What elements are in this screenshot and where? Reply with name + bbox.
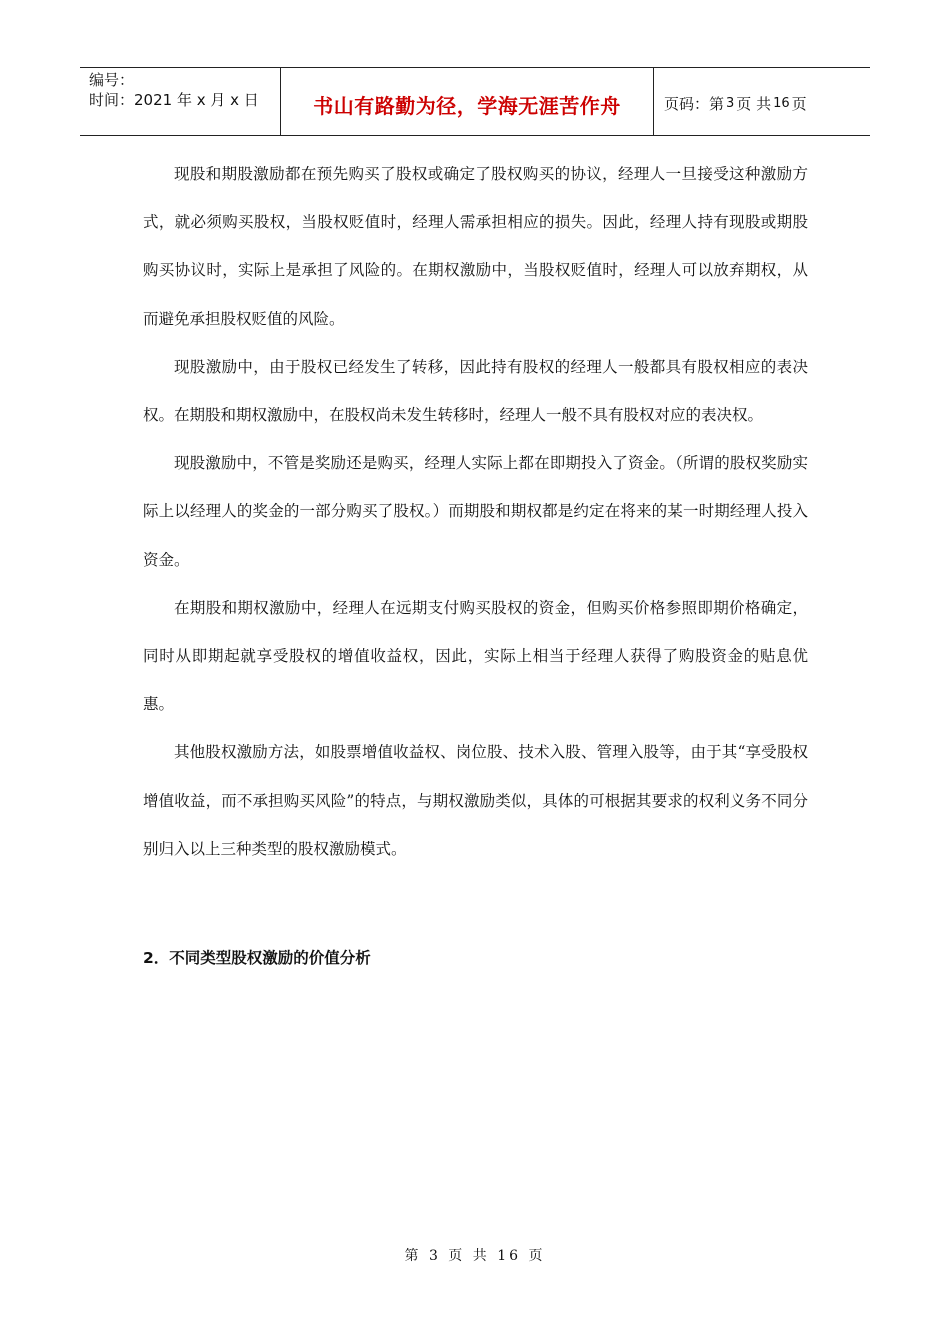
page-mid: 页 共 <box>736 95 772 113</box>
paragraph: 现股激励中，不管是奖励还是购买，经理人实际上都在即期投入了资金。（所谓的股权奖励实际上以经理人的奖金的一部分购买了股权。）而期股和期权都是约定在将来的某一时期经理人投入资金。 <box>143 454 808 569</box>
paragraph: 其他股权激励方法，如股票增值收益权、岗位股、技术入股、管理入股等，由于其“享受股权增值收益，而不承担购买风险”的特点，与期权激励类似，具体的可根据其要求的权利义务不同分别归入以上三种类型的股权激励模式。 <box>143 743 808 858</box>
document-body <box>143 150 808 873</box>
header-meta-cell <box>80 68 281 135</box>
header-page-cell <box>654 68 870 135</box>
header-motto-cell <box>281 68 654 135</box>
paragraph: 现股和期股激励都在预先购买了股权或确定了股权购买的协议，经理人一旦接受这种激励方式，就必须购买股权，当股权贬值时，经理人需承担相应的损失。因此，经理人持有现股或期股购买协议时，实际上是承担了风险的。在期权激励中，当股权贬值时，经理人可以放弃期权，从而避免承担股权贬值的风险。 <box>143 165 808 328</box>
section-heading: 2．不同类型股权激励的价值分析 <box>143 949 371 967</box>
page-total: 16 <box>773 96 790 111</box>
paragraph: 现股激励中，由于股权已经发生了转移，因此持有股权的经理人一般都具有股权相应的表决权。在期股和期权激励中，在股权尚未发生转移时，经理人一般不具有股权对应的表决权。 <box>143 357 808 425</box>
paragraph: 在期股和期权激励中，经理人在远期支付购买股权的资金，但购买价格参照即期价格确定，同时从即期起就享受股权的增值收益权，因此，实际上相当于经理人获得了购股资金的贴息优惠。 <box>143 598 808 714</box>
page-suffix: 页 <box>791 95 807 113</box>
header-motto: 书山有路勤为径，学海无涯苦作舟 <box>313 94 621 118</box>
page-current: 3 <box>726 96 735 111</box>
document-number-label: 编号： <box>89 71 135 89</box>
document-time-label: 时间：2021 年 x 月 x 日 <box>89 91 259 109</box>
header-table <box>80 67 870 136</box>
page-prefix: 页码：第 <box>664 95 725 113</box>
page-footer: 第 3 页 共 16 页 <box>404 1248 546 1264</box>
